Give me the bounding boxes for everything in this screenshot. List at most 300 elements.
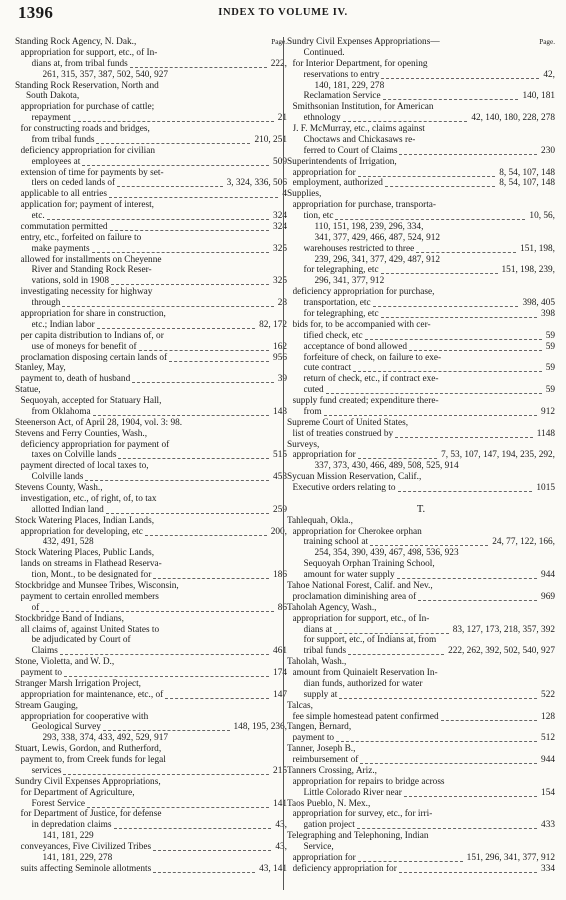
entry-text: appropriation for: [292, 167, 356, 178]
entry-text: appropriation for support, etc., of In-: [292, 613, 430, 624]
index-entry: [15, 777, 287, 788]
dot-leader: [360, 763, 537, 764]
page-references: 43, 141: [259, 863, 287, 874]
index-entry: [315, 81, 556, 92]
entry-text: vations, sold in 1908: [31, 276, 109, 287]
entry-text: deficiency appropriation for civilian: [20, 145, 155, 156]
index-entry: [21, 809, 288, 820]
index-entry: [15, 81, 287, 92]
index-entry: [21, 168, 288, 179]
index-entry: [15, 418, 287, 429]
dot-leader: [381, 78, 539, 79]
page-references: 147: [273, 689, 287, 700]
entry-text: 432, 491, 528: [42, 537, 94, 548]
entry-text: tified check, etc: [303, 330, 363, 341]
index-entry: [287, 494, 555, 505]
index-entry: [15, 744, 287, 755]
index-entry: [293, 592, 556, 603]
entry-text: Telegraphing and Telephoning, Indian: [287, 831, 429, 842]
index-entry: [32, 635, 288, 646]
entry-text: Sequoyah Orphan Training School,: [303, 559, 435, 570]
entry-text: for Department of Agriculture,: [20, 787, 135, 798]
entry-text: payment to, death of husband: [20, 374, 131, 385]
index-entry: [287, 189, 555, 200]
index-entry: [21, 102, 288, 113]
index-entry: [15, 548, 287, 559]
entry-text: 140, 181, 229, 278: [314, 80, 385, 91]
index-entry: [304, 211, 556, 222]
index-entry: [315, 548, 556, 559]
dot-leader: [64, 676, 269, 677]
dot-leader: [381, 317, 537, 318]
dot-leader: [169, 361, 269, 362]
page-references: 912: [541, 406, 555, 417]
dot-leader: [114, 828, 272, 829]
page-references: 59: [545, 385, 555, 396]
dot-leader: [398, 491, 533, 492]
entry-text: Service,: [303, 842, 334, 853]
index-entry: [304, 625, 556, 636]
index-entry: [26, 91, 287, 102]
entry-text: Continued.: [303, 47, 345, 58]
page-references: 433: [541, 820, 555, 831]
page-references: 522: [541, 689, 555, 700]
entry-text: Statue,: [15, 385, 41, 396]
entry-text: tribal funds: [303, 646, 347, 657]
page-references: 334: [541, 863, 555, 874]
index-entry: [304, 244, 556, 255]
entry-text: make payments: [31, 243, 90, 254]
index-entry: [32, 505, 288, 516]
entry-text: amount for water supply: [303, 570, 395, 581]
index-entry: [21, 255, 288, 266]
dot-leader: [326, 393, 542, 394]
entry-text: allowed for installments on Cheyenne: [20, 254, 162, 265]
page-references: 1148: [536, 428, 555, 439]
index-entry: [287, 37, 555, 48]
index-entry: [293, 853, 556, 864]
index-entry: [21, 494, 288, 505]
page-references: 43,: [275, 820, 287, 831]
index-entry: [287, 799, 555, 810]
dot-leader: [339, 698, 537, 699]
entry-text: dians at, from tribal funds: [31, 58, 128, 69]
index-entry: [15, 363, 287, 374]
entry-text: Supplies,: [287, 189, 322, 200]
page-references: 10, 56,: [529, 211, 555, 222]
entry-text: tlers on ceded lands of: [31, 178, 116, 189]
entry-text: training school at: [303, 537, 369, 548]
running-title: INDEX TO VOLUME IV.: [218, 7, 348, 18]
page-references: 39: [277, 374, 287, 385]
page-references: 21: [277, 113, 287, 124]
dot-leader: [96, 143, 250, 144]
index-entry: [32, 342, 288, 353]
page-references: 140, 181: [522, 91, 555, 102]
entry-text: all claims of, against United States to: [20, 624, 160, 635]
entry-text: fee simple homestead patent confirmed: [292, 711, 439, 722]
index-entry: [32, 407, 288, 418]
index-entry: [32, 265, 288, 276]
index-entry: [21, 625, 288, 636]
entry-text: employment, authorized: [292, 178, 383, 189]
entry-text: etc.: [31, 211, 45, 222]
index-entry: [315, 233, 556, 244]
index-entry: [32, 722, 288, 733]
entry-text: gation project: [303, 820, 355, 831]
index-entry: [43, 70, 288, 81]
index-entry: [293, 450, 556, 461]
index-entry: [32, 59, 288, 70]
index-entry: [43, 537, 288, 548]
entry-text: supply at: [303, 689, 338, 700]
page-references: 162: [273, 341, 287, 352]
page-references: 42, 140, 180, 228, 278: [471, 113, 555, 124]
page-references: 3, 324, 336, 506: [226, 178, 287, 189]
entry-text: cuted: [303, 385, 324, 396]
entry-text: Tanner, Joseph B.,: [287, 744, 356, 755]
entry-text: Smithsonian Institution, for American: [292, 102, 434, 113]
entry-text: acceptance of bond allowed: [303, 341, 408, 352]
entry-text: Stream Gauging,: [15, 700, 78, 711]
index-entry: [32, 820, 288, 831]
dot-leader: [409, 350, 542, 351]
entry-text: proclamation diminishing area of: [292, 591, 417, 602]
dot-leader: [334, 633, 449, 634]
page-references: 141: [273, 798, 287, 809]
index-entry: [21, 527, 288, 538]
index-entry: [293, 59, 556, 70]
index-entry: [21, 48, 288, 59]
index-entry: [21, 353, 288, 364]
dot-leader: [110, 230, 270, 231]
dot-leader: [358, 861, 463, 862]
entry-text: lands on streams in Flathead Reserva-: [20, 559, 162, 570]
page-references: 515: [273, 450, 287, 461]
entry-text: appropriation for maintenance, etc., of: [20, 689, 164, 700]
entry-text: investigation, etc., of right, of, to tax: [20, 493, 157, 504]
index-entry: [304, 635, 556, 646]
entry-text: from tribal funds: [31, 134, 95, 145]
entry-text: for Interior Department, for opening: [292, 58, 428, 69]
index-entry: [21, 146, 288, 157]
index-entry: [304, 70, 556, 81]
dot-leader: [153, 578, 269, 579]
entry-text: Stockbridge and Munsee Tribes, Wisconsin,: [15, 581, 179, 591]
page-references: 154: [541, 787, 555, 798]
index-entry: [304, 146, 556, 157]
entry-text: appropriation for share in construction,: [20, 309, 166, 319]
entry-text: dians at: [303, 624, 333, 635]
index-entry: [304, 537, 556, 548]
index-entry: [43, 853, 288, 864]
entry-text: payment to certain enrolled members: [20, 591, 159, 602]
entry-text: repayment: [31, 113, 71, 124]
entry-text: appropriation for repairs to bridge across: [292, 776, 445, 787]
index-entry: [304, 570, 556, 581]
index-entry: [21, 864, 288, 875]
entry-text: bids for, to be accompanied with cer-: [292, 319, 431, 330]
dot-leader: [139, 350, 269, 351]
entry-text: applicable to all entries: [20, 189, 107, 200]
index-entry: [293, 102, 556, 113]
index-entry: [304, 788, 556, 799]
entry-text: dian funds, authorized for water: [303, 678, 423, 689]
index-entry: [293, 178, 556, 189]
dot-leader: [82, 165, 269, 166]
index-entry: [32, 766, 288, 777]
index-entry: [287, 440, 555, 451]
dot-leader: [335, 219, 525, 220]
entry-text: Tanners Crossing, Ariz.,: [287, 765, 377, 776]
page-references: 222, 262, 392, 502, 540, 927: [448, 646, 555, 657]
entry-text: 239, 296, 341, 377, 429, 487, 912: [314, 254, 441, 265]
dot-leader: [399, 872, 537, 873]
index-entry: [293, 733, 556, 744]
index-entry: [293, 777, 556, 788]
entry-text: Reclamation Service: [303, 91, 381, 102]
entry-text: J. F. McMurray, etc., claims against: [292, 124, 425, 135]
entry-text: Forest Service: [31, 798, 85, 809]
entry-text: T.: [416, 504, 426, 515]
index-entry: [304, 342, 556, 353]
entry-text: appropriation for survey, etc., for irri-: [292, 809, 433, 820]
index-entry: [287, 744, 555, 755]
index-entry: [32, 646, 288, 657]
entry-text: use of moneys for benefit of: [31, 341, 137, 352]
entry-text: entry, etc., forfeited on failure to: [20, 232, 142, 243]
index-entry: [315, 222, 556, 233]
entry-text: amount from Quinaielt Reservation In-: [292, 668, 438, 679]
entry-text: Taholah Agency, Wash.,: [287, 602, 377, 613]
dot-leader: [118, 458, 269, 459]
entry-text: payment to, from Creek funds for legal: [20, 755, 166, 766]
page-references: 59: [545, 341, 555, 352]
index-entry: [304, 385, 556, 396]
dot-leader: [385, 186, 495, 187]
index-entry: [315, 255, 556, 266]
section-letter: [287, 505, 555, 516]
entry-text: etc.; Indian labor: [31, 319, 95, 330]
entry-text: forfeiture of check, on failure to exe-: [303, 352, 442, 363]
index-entry: [15, 483, 287, 494]
entry-text: appropriation for support, etc., of In-: [20, 47, 158, 58]
entry-text: through: [31, 298, 61, 309]
index-entry: [304, 679, 556, 690]
index-entry: [304, 113, 556, 124]
page-references: 4: [282, 189, 287, 200]
index-entry: [21, 712, 288, 723]
index-entry: [304, 363, 556, 374]
entry-text: Steenerson Act, of April 28, 1904, vol. 3: 98.: [15, 417, 183, 428]
dot-leader: [103, 730, 230, 731]
dot-leader: [60, 654, 269, 655]
index-entry: [21, 233, 288, 244]
entry-text: per capita distribution to Indians of, or: [20, 330, 164, 341]
entry-text: 261, 315, 357, 387, 502, 540, 927: [42, 69, 169, 80]
index-entry: [287, 157, 555, 168]
dot-leader: [441, 720, 537, 721]
entry-text: Stone, Violetta, and W. D.,: [15, 657, 115, 668]
entry-text: 293, 338, 374, 433, 492, 529, 917: [42, 733, 169, 744]
entry-text: ferred to Court of Claims: [303, 145, 398, 156]
entry-text: tion, Mont., to be designated for: [31, 570, 152, 581]
entry-text: appropriation for Cherokee orphan: [292, 526, 422, 537]
index-entry: [293, 396, 556, 407]
dot-leader: [85, 480, 269, 481]
page-references: 512: [541, 733, 555, 744]
index-entry: [304, 559, 556, 570]
entry-text: Sycuan Mission Reservation, Calif.,: [287, 472, 422, 483]
page-references: 215: [273, 765, 287, 776]
dot-leader: [111, 284, 269, 285]
dot-leader: [404, 796, 537, 797]
index-entry: [293, 200, 556, 211]
index-entry: [287, 701, 555, 712]
entry-text: application for; payment of interest,: [20, 200, 154, 211]
index-entry: [15, 581, 287, 592]
index-entry: [43, 831, 288, 842]
dot-leader: [358, 458, 437, 459]
index-entry: [15, 679, 287, 690]
entry-text: be adjudicated by Court of: [31, 635, 131, 646]
entry-text: deficiency appropriation for payment of: [20, 439, 170, 450]
page-references: 200,: [270, 526, 287, 537]
index-entry: [287, 831, 555, 842]
index-entry: [315, 461, 556, 472]
entry-text: Geological Survey: [31, 722, 101, 733]
index-entry: [293, 287, 556, 298]
dot-leader: [63, 774, 269, 775]
entry-text: supply fund created; expenditure there-: [292, 396, 439, 407]
index-entry: [21, 592, 288, 603]
index-entry: [15, 37, 287, 48]
index-entry: [293, 668, 556, 679]
index-entry: [21, 124, 288, 135]
page-references: 148, 195, 236,: [233, 722, 287, 733]
entry-text: 254, 354, 390, 439, 467, 498, 536, 923: [314, 548, 459, 559]
entry-text: extension of time for payments by set-: [20, 167, 164, 178]
entry-text: Stuart, Lewis, Gordon, and Rutherford,: [15, 744, 162, 755]
index-entry: [304, 331, 556, 342]
dot-leader: [381, 273, 498, 274]
entry-text: Tahlequah, Okla.,: [287, 515, 353, 526]
index-entry: [304, 265, 556, 276]
index-entry: [287, 657, 555, 668]
index-entry: [293, 124, 556, 135]
index-entry: [293, 527, 556, 538]
page-references: 8, 54, 107, 148: [499, 178, 555, 189]
column-separator: [283, 37, 284, 890]
dot-leader: [109, 197, 278, 198]
index-entry: [304, 407, 556, 418]
entry-text: Stranger Marsh Irrigation Project,: [15, 678, 141, 689]
index-entry: [21, 755, 288, 766]
index-entry: [21, 842, 288, 853]
entry-text: for constructing roads and bridges,: [20, 124, 150, 135]
page-references: 43,: [275, 842, 287, 853]
index-entry: [32, 298, 288, 309]
entry-text: employees at: [31, 156, 81, 167]
entry-text: Surveys,: [287, 439, 320, 450]
entry-text: list of treaties construed by: [292, 428, 394, 439]
index-entry: [293, 712, 556, 723]
dot-leader: [73, 121, 274, 122]
index-entry: [32, 276, 288, 287]
entry-text: deficiency appropriation for purchase,: [292, 287, 435, 298]
dot-leader: [383, 99, 519, 100]
entry-text: appropriation for: [292, 853, 356, 863]
page-references: 151, 198,: [520, 243, 555, 254]
entry-text: Tangen, Bernard,: [287, 722, 352, 733]
entry-text: for Department of Justice, for defense: [20, 809, 162, 820]
dot-leader: [353, 371, 541, 372]
dot-leader: [41, 611, 273, 612]
index-entry: [304, 646, 556, 657]
entry-text: warehouses restricted to three: [303, 243, 415, 254]
dot-leader: [153, 850, 271, 851]
page-references: 969: [541, 591, 555, 602]
entry-text: Stock Watering Places, Public Lands,: [15, 548, 155, 559]
entry-text: Tahoe National Forest, Calif. and Nev.,: [287, 581, 433, 591]
entry-text: 341, 377, 429, 466, 487, 524, 912: [314, 232, 441, 243]
dot-leader: [399, 154, 537, 155]
page-references: 151, 296, 341, 377, 912: [466, 853, 555, 863]
dot-leader: [373, 306, 519, 307]
index-entry: [287, 581, 555, 592]
index-entry: [304, 374, 556, 385]
page-references: 324: [273, 211, 287, 222]
dot-leader: [324, 415, 537, 416]
page-number: 1396: [18, 3, 54, 22]
entry-text: 110, 151, 198, 239, 296, 334,: [314, 221, 424, 232]
entry-text: commutation permitted: [20, 221, 108, 232]
dot-leader: [145, 535, 267, 536]
dot-leader: [93, 415, 269, 416]
entry-text: Standing Rock Reservation, North and: [15, 80, 159, 91]
dot-leader: [62, 306, 273, 307]
entry-text: Claims: [31, 646, 58, 657]
page-references: 325: [273, 276, 287, 287]
entry-text: suits affecting Seminole allotments: [20, 863, 152, 874]
dot-leader: [358, 176, 495, 177]
dot-leader: [106, 513, 269, 514]
index-entry: [304, 353, 556, 364]
dot-leader: [343, 121, 468, 122]
index-entry: [32, 178, 288, 189]
entry-text: appropriation for developing, etc: [20, 526, 143, 537]
index-entry: [293, 755, 556, 766]
index-entry: [32, 157, 288, 168]
entry-text: from: [303, 406, 322, 417]
index-entry: [293, 614, 556, 625]
index-entry: [287, 516, 555, 527]
dot-leader: [348, 654, 444, 655]
entry-text: payment to: [292, 733, 335, 744]
index-entry: [287, 603, 555, 614]
index-entry: [21, 461, 288, 472]
entry-text: investigating necessity for highway: [20, 287, 153, 298]
page-references: 325: [273, 243, 287, 254]
entry-text: of: [31, 602, 40, 613]
index-entry: [287, 722, 555, 733]
page-references: 1015: [536, 483, 555, 494]
entry-text: for support, etc., of Indians at, from: [303, 635, 437, 646]
entry-text: Standing Rock Agency, N. Dak.,: [15, 37, 137, 47]
index-entry: [21, 222, 288, 233]
index-entry: [15, 614, 287, 625]
index-entry: [21, 668, 288, 679]
